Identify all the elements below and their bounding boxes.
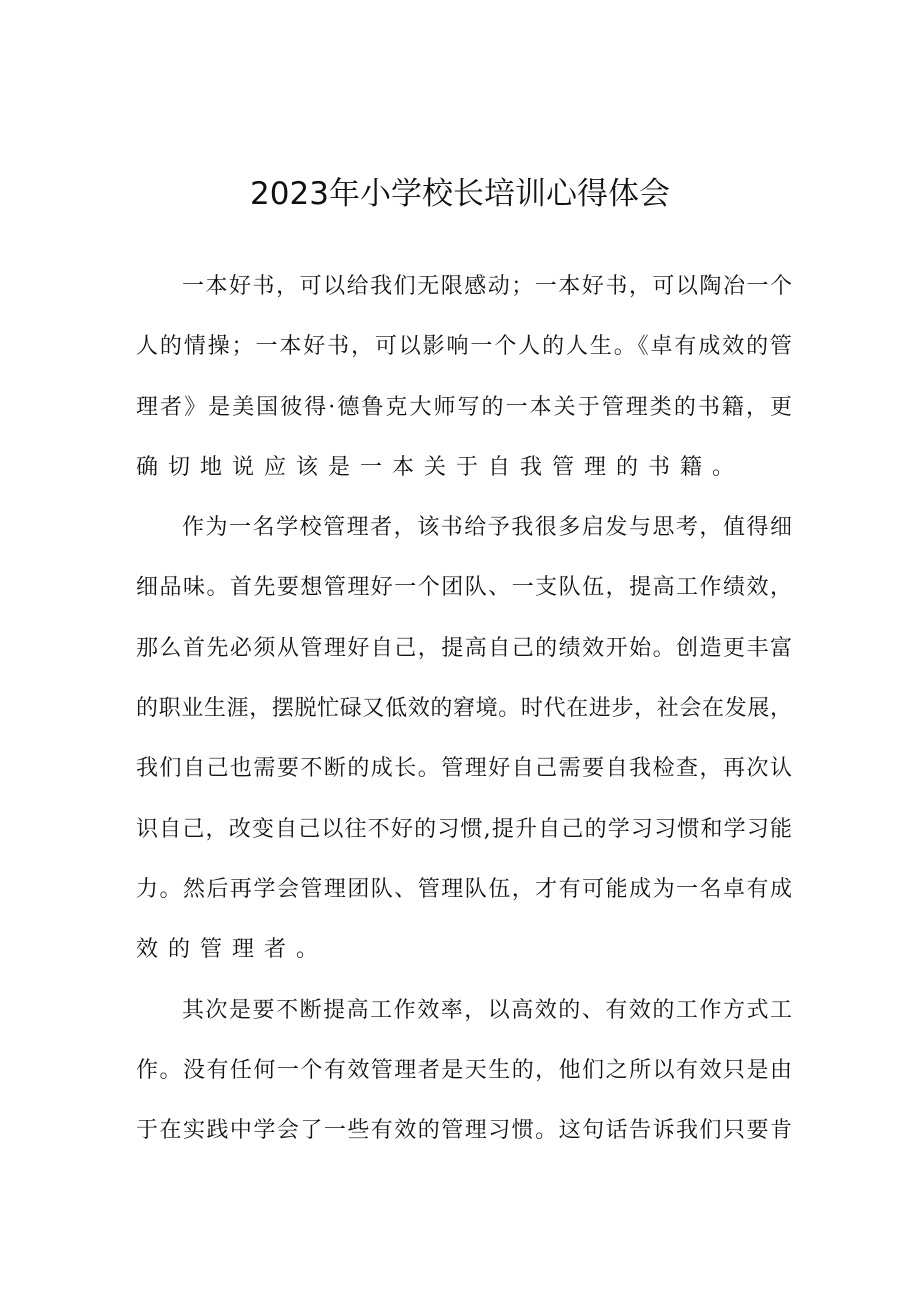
text-line: 其次是要不断提高工作效率，以高效的、有效的工作方式工 [182, 997, 792, 1023]
paragraph-3 [136, 981, 792, 1162]
document-title: 2023年小学校长培训心得体会 [250, 176, 670, 212]
text-line: 于在实践中学会了一些有效的管理习惯。这句话告诉我们只要肯 [136, 1118, 792, 1144]
text-line: 一本好书，可以给我们无限感动；一本好书，可以陶冶一个 [182, 274, 792, 299]
text-line: 作。没有任何一个有效管理者是天生的，他们之所以有效只是由 [136, 1057, 792, 1083]
text-line: 我们自己也需要不断的成长。管理好自己需要自我检查，再次认 [136, 756, 792, 782]
paragraph-1 [136, 257, 792, 498]
text-line: 识自己，改变自己以往不好的习惯,提升自己的学习习惯和学习能 [136, 816, 792, 842]
text-line: 那么首先必须从管理好自己，提高自己的绩效开始。创造更丰富 [136, 635, 792, 661]
text-line: 的职业生涯，摆脱忙碌又低效的窘境。时代在进步，社会在发展， [136, 696, 792, 722]
document-body [136, 257, 792, 1161]
text-line: 理者》是美国彼得·德鲁克大师写的一本关于管理类的书籍，更 [136, 394, 792, 420]
text-line: 作为一名学校管理者，该书给予我很多启发与思考，值得细 [182, 515, 792, 541]
text-line: 效的管理者。 [136, 937, 329, 963]
text-line: 力。然后再学会管理团队、管理队伍，才有可能成为一名卓有成 [136, 876, 792, 902]
text-line: 细品味。首先要想管理好一个团队、一支队伍，提高工作绩效， [136, 575, 792, 601]
text-line: 人的情操；一本好书，可以影响一个人的人生。《卓有成效的管 [136, 334, 792, 360]
paragraph-2 [136, 498, 792, 980]
text-line: 确切地说应该是一本关于自我管理的书籍。 [136, 454, 745, 480]
